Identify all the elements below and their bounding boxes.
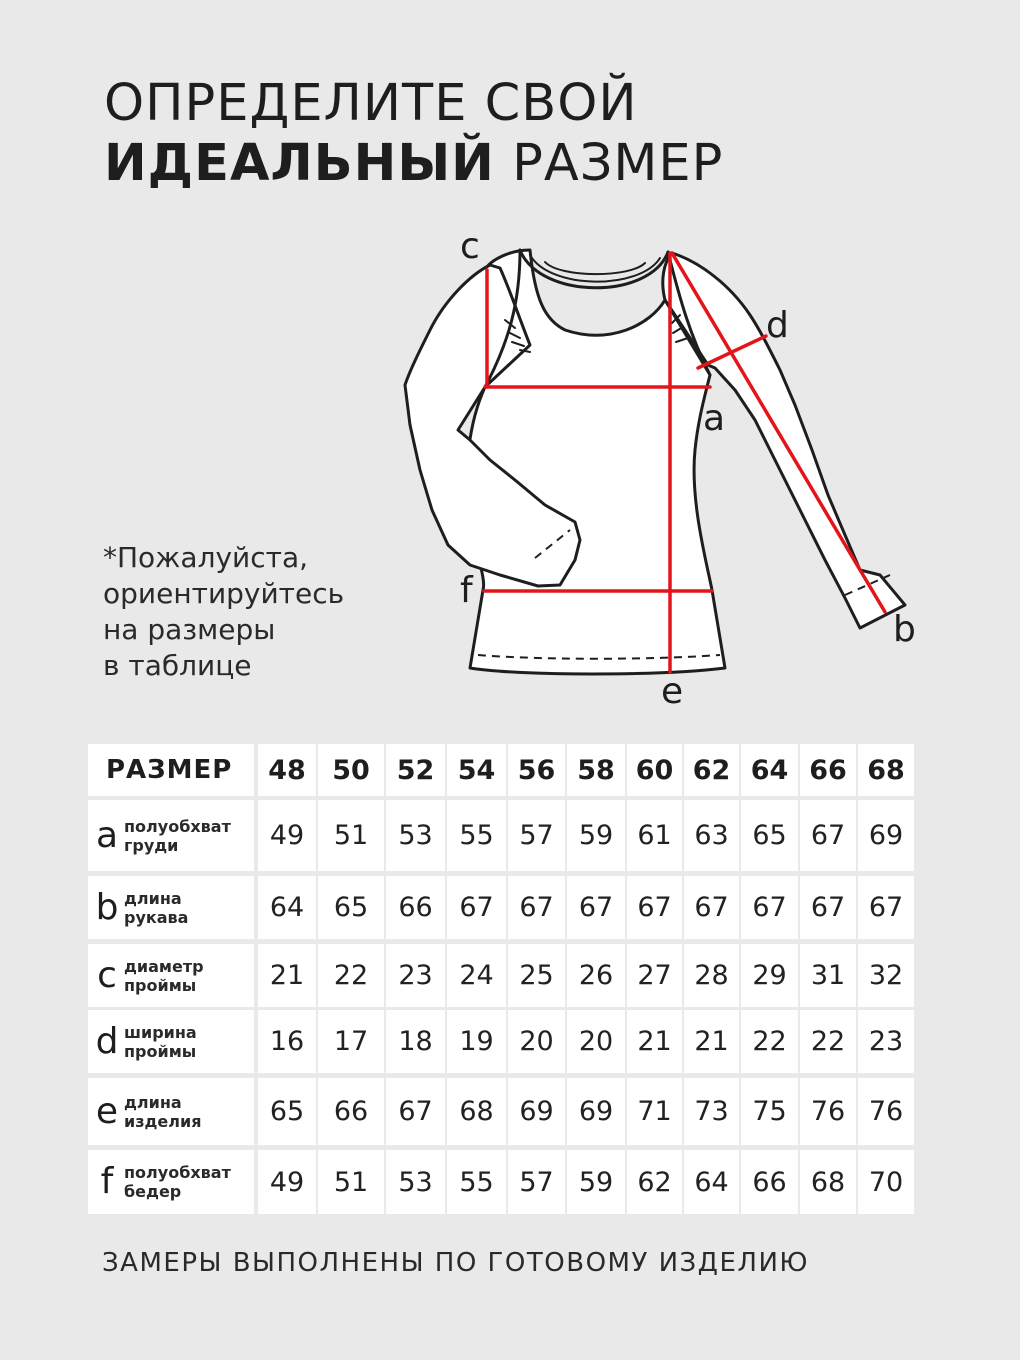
table-cell: 65 (741, 800, 798, 871)
table-cell: 51 (318, 800, 384, 871)
row-letter: e (95, 1090, 119, 1132)
table-cell: 67 (627, 876, 682, 939)
table-cell: 71 (627, 1078, 682, 1145)
table-cell: 63 (684, 800, 739, 871)
label-e: e (661, 671, 684, 710)
row-description-line: ширина (124, 1022, 197, 1042)
table-header-size: 60 (627, 744, 682, 796)
table-cell: 67 (858, 876, 914, 939)
row-description (124, 1163, 231, 1201)
table-cell: 67 (447, 876, 506, 939)
row-description-line: рукава (124, 907, 189, 927)
table-header-size-label: РАЗМЕР (88, 744, 254, 796)
row-description-line: длина (124, 1092, 182, 1112)
table-cell: 69 (567, 1078, 625, 1145)
label-d: d (766, 305, 789, 346)
table-cell: 22 (800, 1010, 856, 1073)
page-title-line2 (104, 134, 723, 194)
table-cell: 57 (508, 800, 565, 871)
table-cell: 31 (800, 944, 856, 1007)
table-cell: 24 (447, 944, 506, 1007)
table-cell: 76 (858, 1078, 914, 1145)
row-description (124, 957, 204, 995)
table-cell: 76 (800, 1078, 856, 1145)
row-letter: f (100, 1161, 114, 1202)
page-title-line1: ОПРЕДЕЛИТЕ СВОЙ (104, 74, 638, 133)
note-line: на размеры (103, 613, 276, 646)
row-description-line: изделия (124, 1111, 202, 1131)
row-letter: b (95, 886, 119, 928)
row-letter: c (97, 954, 117, 996)
table-cell: 64 (684, 1150, 739, 1214)
table-cell: 55 (447, 800, 506, 871)
table-row-label (88, 1010, 254, 1073)
row-description-line: длина (124, 888, 182, 908)
row-description (124, 817, 231, 855)
page-title-bold: ИДЕАЛЬНЫЙ (104, 134, 495, 193)
table-cell: 51 (318, 1150, 384, 1214)
table-cell: 68 (447, 1078, 506, 1145)
table-cell: 21 (258, 944, 316, 1007)
row-description-line: полуобхват (124, 816, 231, 836)
row-description (124, 1093, 201, 1131)
table-header-size: 56 (508, 744, 565, 796)
row-description-line: диаметр (124, 956, 204, 976)
page-title-rest: РАЗМЕР (494, 134, 724, 193)
row-description-line: проймы (124, 1041, 197, 1061)
table-cell: 64 (258, 876, 316, 939)
row-description-line: проймы (124, 975, 197, 995)
table-cell: 68 (800, 1150, 856, 1214)
table-cell: 53 (386, 800, 445, 871)
note-line: ориентируйтесь (103, 577, 345, 610)
garment-outline (405, 250, 905, 674)
table-cell: 25 (508, 944, 565, 1007)
row-description-line: бедер (124, 1182, 182, 1201)
table-row-label (88, 876, 254, 939)
table-cell: 67 (567, 876, 625, 939)
table-header-size: 58 (567, 744, 625, 796)
table-cell: 23 (858, 1010, 914, 1073)
table-row-label (88, 800, 254, 871)
label-c: c (460, 226, 480, 267)
footer-note: ЗАМЕРЫ ВЫПОЛНЕНЫ ПО ГОТОВОМУ ИЗДЕЛИЮ (102, 1248, 809, 1278)
size-note (103, 540, 344, 684)
table-cell: 59 (567, 1150, 625, 1214)
table-cell: 57 (508, 1150, 565, 1214)
table-cell: 21 (684, 1010, 739, 1073)
table-row-label (88, 1078, 254, 1145)
table-header-size: 54 (447, 744, 506, 796)
table-header-size: 52 (386, 744, 445, 796)
garment-diagram (380, 220, 940, 710)
table-cell: 67 (386, 1078, 445, 1145)
row-description-line: полуобхват (124, 1163, 231, 1182)
table-cell: 67 (800, 800, 856, 871)
table-cell: 66 (386, 876, 445, 939)
table-cell: 16 (258, 1010, 316, 1073)
table-cell: 61 (627, 800, 682, 871)
table-cell: 59 (567, 800, 625, 871)
row-description-line: груди (124, 835, 179, 855)
label-f: f (460, 570, 473, 611)
table-row-label (88, 944, 254, 1007)
table-cell: 49 (258, 1150, 316, 1214)
table-cell: 21 (627, 1010, 682, 1073)
table-cell: 23 (386, 944, 445, 1007)
table-cell: 73 (684, 1078, 739, 1145)
table-cell: 26 (567, 944, 625, 1007)
table-cell: 20 (508, 1010, 565, 1073)
table-cell: 53 (386, 1150, 445, 1214)
table-cell: 22 (318, 944, 384, 1007)
table-row-label (88, 1150, 254, 1214)
row-description (124, 889, 188, 927)
table-cell: 28 (684, 944, 739, 1007)
table-cell: 29 (741, 944, 798, 1007)
table-cell: 55 (447, 1150, 506, 1214)
table-header-size: 68 (858, 744, 914, 796)
row-letter: d (95, 1020, 119, 1062)
table-header-size: 48 (258, 744, 316, 796)
table-cell: 69 (508, 1078, 565, 1145)
table-cell: 65 (318, 876, 384, 939)
table-cell: 67 (800, 876, 856, 939)
table-header-size: 66 (800, 744, 856, 796)
table-header-size: 50 (318, 744, 384, 796)
row-letter: a (95, 814, 119, 856)
table-cell: 62 (627, 1150, 682, 1214)
table-cell: 32 (858, 944, 914, 1007)
table-cell: 67 (508, 876, 565, 939)
table-cell: 49 (258, 800, 316, 871)
table-cell: 20 (567, 1010, 625, 1073)
table-cell: 22 (741, 1010, 798, 1073)
table-cell: 65 (258, 1078, 316, 1145)
table-cell: 67 (741, 876, 798, 939)
table-cell: 66 (318, 1078, 384, 1145)
table-cell: 67 (684, 876, 739, 939)
label-a: a (703, 398, 726, 439)
row-description (124, 1023, 197, 1061)
table-cell: 66 (741, 1150, 798, 1214)
label-b: b (893, 609, 916, 650)
table-cell: 19 (447, 1010, 506, 1073)
table-cell: 17 (318, 1010, 384, 1073)
table-cell: 18 (386, 1010, 445, 1073)
table-cell: 27 (627, 944, 682, 1007)
table-header-size: 64 (741, 744, 798, 796)
note-line: *Пожалуйста, (103, 541, 308, 574)
note-line: в таблице (103, 649, 252, 682)
table-cell: 69 (858, 800, 914, 871)
table-header-size: 62 (684, 744, 739, 796)
table-cell: 75 (741, 1078, 798, 1145)
table-cell: 70 (858, 1150, 914, 1214)
